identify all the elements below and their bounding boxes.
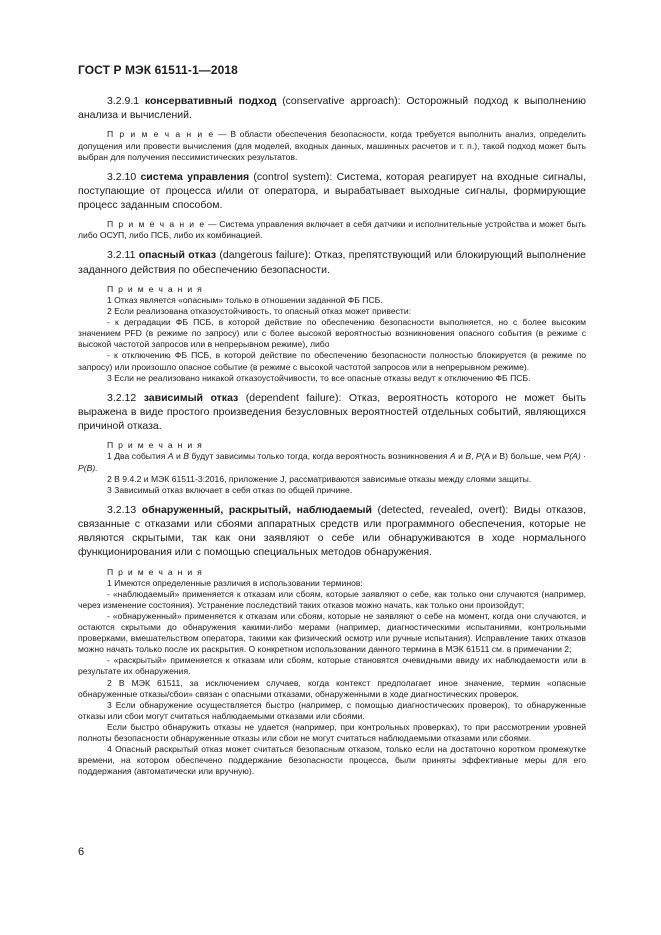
term-number: 3.2.9.1 [107, 95, 140, 107]
term-3-2-9-1 [78, 94, 586, 122]
term-definition: (dependent failure): Отказ, вероятность которого не может быть выражена в виде простого произведения безусловных вероятностей отдельных событий, являющихся причиной отказа. [78, 391, 587, 433]
note-item: - «обнаруженный» применяется к отказам или сбоям, которые не заявляют о себе на момент, когда они случаются, и остаются скрытыми до обнаружения какими-либо мерами (например, диагностическими испытаниями, контрольными проверками, вмешательством оператора, такими как физический осмотр или ручные испытания). Исправление таких отказов можно начать только после их раскрытия. О конкретном использовании данного термина в МЭК 61511 см. в примечании 2; [78, 611, 586, 655]
note-item: - «наблюдаемый» применяется к отказам или сбоям, которые заявляют о себе, как только они случаются (например, через изменение состояния). Устранение последствий таких отказов можно начать, как только они произойдут; [78, 588, 586, 610]
note-item: 1 Два события A и B будут зависимы только тогда, когда вероятность возникновения A и B, P(A и B) больше, чем P(A) · P(B). [78, 451, 587, 473]
note-item: 3 Если обнаружение осуществляется быстро (например, с помощью диагностических проверок), то обнаруженные отказы или сбои могут считаться наблюдаемыми отказами или сбоями. [78, 699, 586, 721]
term-3-2-13 [78, 503, 586, 560]
term-3-2-11 [78, 248, 586, 276]
term-title: зависимый отказ [143, 391, 239, 404]
term-3-2-10 [78, 170, 586, 213]
notes-label: П р и м е ч а н и я [107, 440, 204, 451]
term-definition: (detected, revealed, overt): Виды отказов, связанные с отказами или сбоями аппаратных средств или программного обеспечения, которые не являются скрытыми, так как они заявляют о себе или обнаруживаются в ходе нормального функционирования или с помощью специальных методов обнаружения. [78, 503, 586, 559]
term-title: система управления [140, 170, 250, 183]
term-number: 3.2.12 [107, 391, 137, 404]
notes-label: П р и м е ч а н и я [107, 566, 204, 577]
notes-3-2-11 [78, 284, 586, 384]
term-number: 3.2.11 [107, 249, 136, 262]
term-definition: (control system): Система, которая реагирует на входные сигналы, поступающие от процесса и/или от оператора, и вырабатывает выходные сигналы, формирующие процесс заданным способом. [78, 170, 586, 212]
note-item: - «раскрытый» применяется к отказам или сбоям, которые становятся очевидными ввиду их наблюдаемости или в результате их обнаружения. [78, 655, 586, 677]
term-definition: (dangerous failure): Отказ, препятствующий или блокирующий выполнение заданного действия по обеспечению безопасности. [78, 249, 586, 276]
note-item: 1 Отказ является «опасным» только в отношении заданной ФБ ПСБ. [107, 294, 383, 305]
term-title: консервативный подход [144, 95, 277, 107]
note-item: - к деградации ФБ ПСБ, в которой действие по обеспечению безопасности выполняется, но с более высоким значением PFD (в режиме по запросу) или с более высокой вероятностью возникновения опасного события (в режиме с высокой частотой запросов или в непрерывном режиме), либо [78, 317, 586, 350]
notes-3-2-13 [78, 567, 586, 778]
note-text: В области обеспечения безопасности, когда требуется выполнить анализ, определить допущения или провести вычисления (для моделей, входных данных, машинных расчетов и т. п.), такой подход может быть выбран для получения пессимистических результатов. [78, 129, 587, 162]
note-item: Если быстро обнаружить отказы не удается (например, при контрольных проверках), то при рассмотрении уровней полноты безопасности обнаруженные отказы или сбои не могут считаться наблюдаемыми отказами или сбоями. [78, 721, 586, 744]
note-label: П р и м е ч а н и е [107, 129, 215, 140]
note-3-2-10: П р и м е ч а н и е — Система управления включает в себя датчики и исполнительные устройства и может быть либо ОСУП, либо ПСБ, либо их комбинацией. [78, 219, 586, 241]
note-text: Система управления включает в себя датчики и исполнительные устройства и может быть либо ОСУП, либо ПСБ, либо их комбинацией. [78, 219, 586, 241]
note-item: 3 Зависимый отказ включает в себя отказ по общей причине. [107, 484, 353, 495]
note-item: 4 Опасный раскрытый отказ может считаться безопасным отказом, только если на достаточно коротком промежутке времени, на котором обеспечено поддержание безопасности процесса, были приняты эффективные меры для его поддержания (автоматически или вручную). [78, 744, 586, 777]
notes-label: П р и м е ч а н и я [107, 283, 204, 294]
note-label: П р и м е ч а н и е [107, 219, 206, 230]
term-number: 3.2.13 [107, 503, 137, 516]
note-item: - к отключению ФБ ПСБ, в которой действие по обеспечению безопасности полностью блокируется (в режиме по запросу) или произошло опасное событие (в режиме с высокой частотой запросов или в непрерывном режиме). [78, 350, 586, 372]
note-item: 1 Имеются определенные различия в использовании терминов: [107, 577, 363, 588]
note-item: 2 В 9.4.2 и МЭК 61511-3:2016, приложение J, рассматриваются зависимые отказы между слоями защиты. [107, 473, 532, 484]
term-number: 3.2.10 [107, 170, 137, 183]
term-title: обнаруженный, раскрытый, наблюдаемый [141, 503, 372, 516]
page-number: 6 [78, 846, 85, 858]
notes-3-2-12 [78, 440, 586, 495]
note-item: 3 Если не реализовано никакой отказоустойчивости, то все опасные отказы ведут к отключению ФБ ПСБ. [107, 372, 531, 383]
term-3-2-12 [78, 391, 586, 434]
document-header: ГОСТ Р МЭК 61511-1—2018 [78, 63, 238, 77]
note-item: 2 В МЭК 61511, за исключением случаев, когда контекст предполагает иное значение, термин «опасные обнаруженные отказы/сбои» связан с опасными отказами, обнаруженными в ходе диагностических проверок. [78, 677, 586, 699]
note-3-2-9-1: П р и м е ч а н и е — В области обеспечения безопасности, когда требуется выполнить анализ, определить допущения или провести вычисления (для моделей, входных данных, машинных расчетов и т. п.), такой подход может быть выбран для получения пессимистических результатов. [78, 129, 587, 162]
term-definition: (conservative approach): Осторожный подход к выполнению анализа и вычислений. [78, 95, 587, 122]
term-title: опасный отказ [138, 249, 217, 262]
document-body [78, 94, 586, 784]
note-item: 2 Если реализована отказоустойчивость, то опасный отказ может привести: [107, 306, 412, 317]
